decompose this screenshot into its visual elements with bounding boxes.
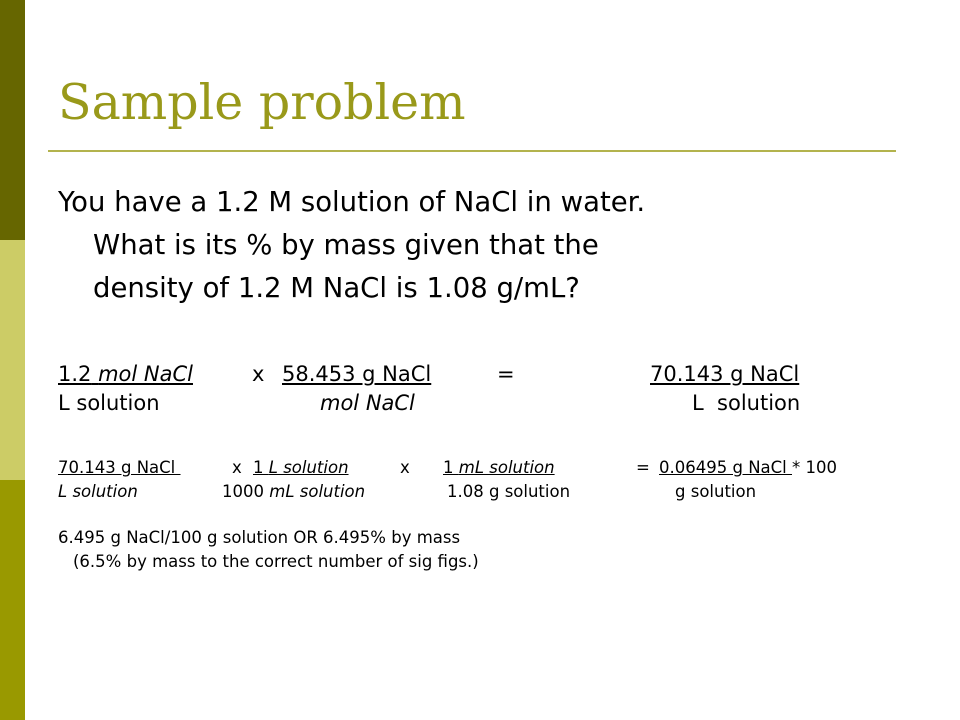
- calc2-times-2: x: [400, 458, 410, 477]
- calc2-denominator-1: L solution: [58, 482, 138, 501]
- calc1-equals: =: [497, 362, 515, 386]
- question-line-2: What is its % by mass given that the: [93, 229, 599, 261]
- question-line-1: You have a 1.2 M solution of NaCl in water.: [58, 186, 646, 218]
- calc2-num3-unit: mL solution: [458, 458, 555, 477]
- calc1-num1-value: 1.2: [58, 362, 92, 386]
- conclusion-line-1: 6.495 g NaCl/100 g solution OR 6.495% by mass: [58, 528, 461, 547]
- calc1-denominator-1: L solution: [58, 391, 160, 415]
- sidebar-band-top: [0, 0, 25, 240]
- calc2-denominator-3: 1.08 g solution: [447, 482, 571, 501]
- calc2-numerator-1: 70.143 g NaCl: [58, 458, 181, 477]
- calc1-denominator-2: mol NaCl: [320, 391, 415, 415]
- calc2-numerator-2: [253, 460, 349, 477]
- question-text: [58, 181, 918, 310]
- calc2-result-numerator: [659, 460, 837, 477]
- calc1-times: x: [252, 362, 265, 386]
- calc2-den2-unit: mL solution: [269, 482, 366, 501]
- calc2-result-value: 0.06495 g NaCl: [659, 458, 792, 477]
- calc1-numerator-1: [58, 364, 193, 385]
- calc2-times-1: x: [232, 458, 242, 477]
- calc2-num2-value: 1: [253, 458, 264, 477]
- question-line-3: density of 1.2 M NaCl is 1.08 g/mL?: [93, 272, 580, 304]
- calc2-denominator-2: [222, 484, 365, 501]
- calc2-equals: =: [636, 458, 650, 477]
- title-divider: [48, 150, 896, 152]
- sidebar-band-middle: [0, 240, 25, 480]
- conclusion-line-2: (6.5% by mass to the correct number of sig figs.): [73, 552, 479, 571]
- calc2-num3-value: 1: [443, 458, 454, 477]
- calc1-numerator-2: 58.453 g NaCl: [282, 362, 432, 386]
- slide-title: Sample problem: [58, 74, 466, 131]
- sidebar-band-bottom: [0, 480, 25, 720]
- calc1-result-denominator: L solution: [692, 391, 801, 415]
- calc2-result-multiplier: * 100: [792, 458, 837, 477]
- calc1-num1-unit: mol NaCl: [98, 362, 193, 386]
- calc2-result-denominator: g solution: [675, 482, 757, 501]
- calc2-den2-value: 1000: [222, 482, 264, 501]
- calc2-num2-unit: L solution: [268, 458, 349, 477]
- calc2-numerator-3: [443, 460, 555, 477]
- calc1-result-numerator: 70.143 g NaCl: [650, 362, 800, 386]
